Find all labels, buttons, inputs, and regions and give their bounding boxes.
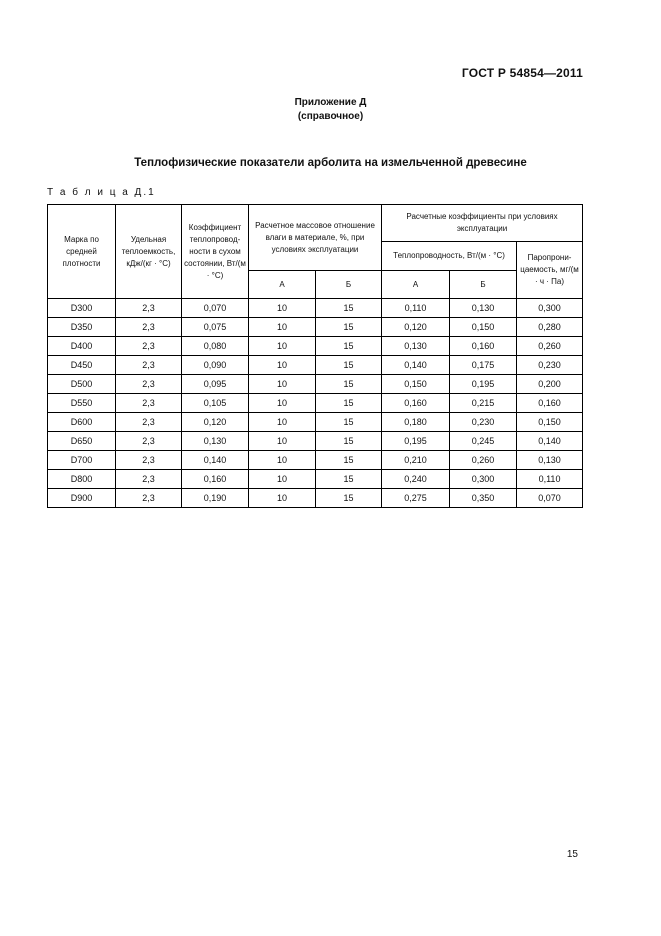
moisture-a-cell: 10: [249, 356, 316, 375]
grade-cell: D400: [48, 337, 116, 356]
appendix-heading: [0, 96, 661, 124]
grade-cell: D350: [48, 318, 116, 337]
moisture-a-cell: 10: [249, 337, 316, 356]
moisture-b-cell: 15: [316, 489, 382, 508]
conductivity-b-cell: 0,160: [450, 337, 517, 356]
grade-cell: D550: [48, 394, 116, 413]
conductivity-a-cell: 0,210: [382, 451, 450, 470]
moisture-a-cell: 10: [249, 375, 316, 394]
conductivity-b-cell: 0,150: [450, 318, 517, 337]
header-heat-capacity: Удельная теплоемкость, кДж/(кг · °С): [116, 205, 182, 299]
header-conductivity-group: Теплопроводность, Вт/(м · °С): [382, 242, 517, 271]
conductivity-dry-cell: 0,190: [182, 489, 249, 508]
moisture-b-cell: 15: [316, 413, 382, 432]
table-row: [48, 413, 583, 432]
conductivity-a-cell: 0,275: [382, 489, 450, 508]
conductivity-a-cell: 0,140: [382, 356, 450, 375]
header-coefficients-group: Расчетные коэффициенты при условиях эксплуатации: [382, 205, 583, 242]
heat-capacity-cell: 2,3: [116, 432, 182, 451]
table-row: [48, 299, 583, 318]
grade-cell: D600: [48, 413, 116, 432]
heat-capacity-cell: 2,3: [116, 451, 182, 470]
grade-cell: D450: [48, 356, 116, 375]
conductivity-dry-cell: 0,140: [182, 451, 249, 470]
vapor-permeability-cell: 0,200: [517, 375, 583, 394]
conductivity-b-cell: 0,230: [450, 413, 517, 432]
table-row: [48, 432, 583, 451]
conductivity-dry-cell: 0,130: [182, 432, 249, 451]
moisture-b-cell: 15: [316, 375, 382, 394]
moisture-b-cell: 15: [316, 451, 382, 470]
moisture-b-cell: 15: [316, 432, 382, 451]
vapor-permeability-cell: 0,150: [517, 413, 583, 432]
appendix-note: (справочное): [297, 111, 364, 122]
heat-capacity-cell: 2,3: [116, 394, 182, 413]
heat-capacity-cell: 2,3: [116, 470, 182, 489]
header-conductivity-a: А: [382, 271, 450, 299]
moisture-a-cell: 10: [249, 489, 316, 508]
moisture-b-cell: 15: [316, 318, 382, 337]
table-row: [48, 337, 583, 356]
conductivity-a-cell: 0,130: [382, 337, 450, 356]
header-moisture-b: Б: [316, 271, 382, 299]
moisture-a-cell: 10: [249, 413, 316, 432]
vapor-permeability-cell: 0,070: [517, 489, 583, 508]
vapor-permeability-cell: 0,260: [517, 337, 583, 356]
conductivity-dry-cell: 0,105: [182, 394, 249, 413]
table-row: [48, 375, 583, 394]
moisture-a-cell: 10: [249, 432, 316, 451]
vapor-permeability-cell: 0,230: [517, 356, 583, 375]
moisture-a-cell: 10: [249, 394, 316, 413]
conductivity-a-cell: 0,240: [382, 470, 450, 489]
header-conductivity-b: Б: [450, 271, 517, 299]
page-number: 15: [566, 849, 578, 860]
vapor-permeability-cell: 0,280: [517, 318, 583, 337]
conductivity-b-cell: 0,215: [450, 394, 517, 413]
conductivity-a-cell: 0,120: [382, 318, 450, 337]
conductivity-a-cell: 0,160: [382, 394, 450, 413]
conductivity-b-cell: 0,350: [450, 489, 517, 508]
moisture-a-cell: 10: [249, 451, 316, 470]
moisture-b-cell: 15: [316, 394, 382, 413]
table-row: [48, 394, 583, 413]
table-row: [48, 451, 583, 470]
moisture-a-cell: 10: [249, 470, 316, 489]
grade-cell: D900: [48, 489, 116, 508]
conductivity-b-cell: 0,300: [450, 470, 517, 489]
moisture-a-cell: 10: [249, 318, 316, 337]
document-title: Теплофизические показатели арболита на измельченной древесине: [134, 157, 527, 169]
conductivity-b-cell: 0,130: [450, 299, 517, 318]
grade-cell: D500: [48, 375, 116, 394]
moisture-b-cell: 15: [316, 337, 382, 356]
moisture-b-cell: 15: [316, 356, 382, 375]
conductivity-dry-cell: 0,095: [182, 375, 249, 394]
grade-cell: D650: [48, 432, 116, 451]
conductivity-b-cell: 0,195: [450, 375, 517, 394]
standard-number: ГОСТ Р 54854—2011: [461, 66, 583, 80]
heat-capacity-cell: 2,3: [116, 375, 182, 394]
conductivity-dry-cell: 0,070: [182, 299, 249, 318]
table-row: [48, 489, 583, 508]
vapor-permeability-cell: 0,110: [517, 470, 583, 489]
header-grade: Марка по средней плотности: [48, 205, 116, 299]
heat-capacity-cell: 2,3: [116, 413, 182, 432]
conductivity-dry-cell: 0,090: [182, 356, 249, 375]
conductivity-a-cell: 0,110: [382, 299, 450, 318]
grade-cell: D700: [48, 451, 116, 470]
conductivity-dry-cell: 0,120: [182, 413, 249, 432]
moisture-a-cell: 10: [249, 299, 316, 318]
conductivity-dry-cell: 0,080: [182, 337, 249, 356]
conductivity-a-cell: 0,180: [382, 413, 450, 432]
grade-cell: D300: [48, 299, 116, 318]
vapor-permeability-cell: 0,300: [517, 299, 583, 318]
conductivity-dry-cell: 0,075: [182, 318, 249, 337]
table-row: [48, 470, 583, 489]
vapor-permeability-cell: 0,130: [517, 451, 583, 470]
vapor-permeability-cell: 0,160: [517, 394, 583, 413]
heat-capacity-cell: 2,3: [116, 299, 182, 318]
vapor-permeability-cell: 0,140: [517, 432, 583, 451]
table-row: [48, 318, 583, 337]
conductivity-b-cell: 0,260: [450, 451, 517, 470]
heat-capacity-cell: 2,3: [116, 356, 182, 375]
header-vapor-permeability: Паропрони-цаемость, мг/(м · ч · Па): [517, 242, 583, 299]
moisture-b-cell: 15: [316, 470, 382, 489]
appendix-title: Приложение Д: [294, 97, 367, 108]
conductivity-dry-cell: 0,160: [182, 470, 249, 489]
conductivity-a-cell: 0,195: [382, 432, 450, 451]
header-moisture-a: А: [249, 271, 316, 299]
table-row: [48, 356, 583, 375]
heat-capacity-cell: 2,3: [116, 489, 182, 508]
heat-capacity-cell: 2,3: [116, 337, 182, 356]
moisture-b-cell: 15: [316, 299, 382, 318]
header-conductivity-dry: Коэффициент теплопровод-ности в сухом состоянии, Вт/(м · °С): [182, 205, 249, 299]
conductivity-b-cell: 0,175: [450, 356, 517, 375]
grade-cell: D800: [48, 470, 116, 489]
header-moisture-group: Расчетное массовое отношение влаги в материале, %, при условиях эксплуатации: [249, 205, 382, 271]
conductivity-a-cell: 0,150: [382, 375, 450, 394]
conductivity-b-cell: 0,245: [450, 432, 517, 451]
table-label: Т а б л и ц а Д.1: [47, 187, 156, 198]
thermal-properties-table: [47, 204, 583, 508]
heat-capacity-cell: 2,3: [116, 318, 182, 337]
